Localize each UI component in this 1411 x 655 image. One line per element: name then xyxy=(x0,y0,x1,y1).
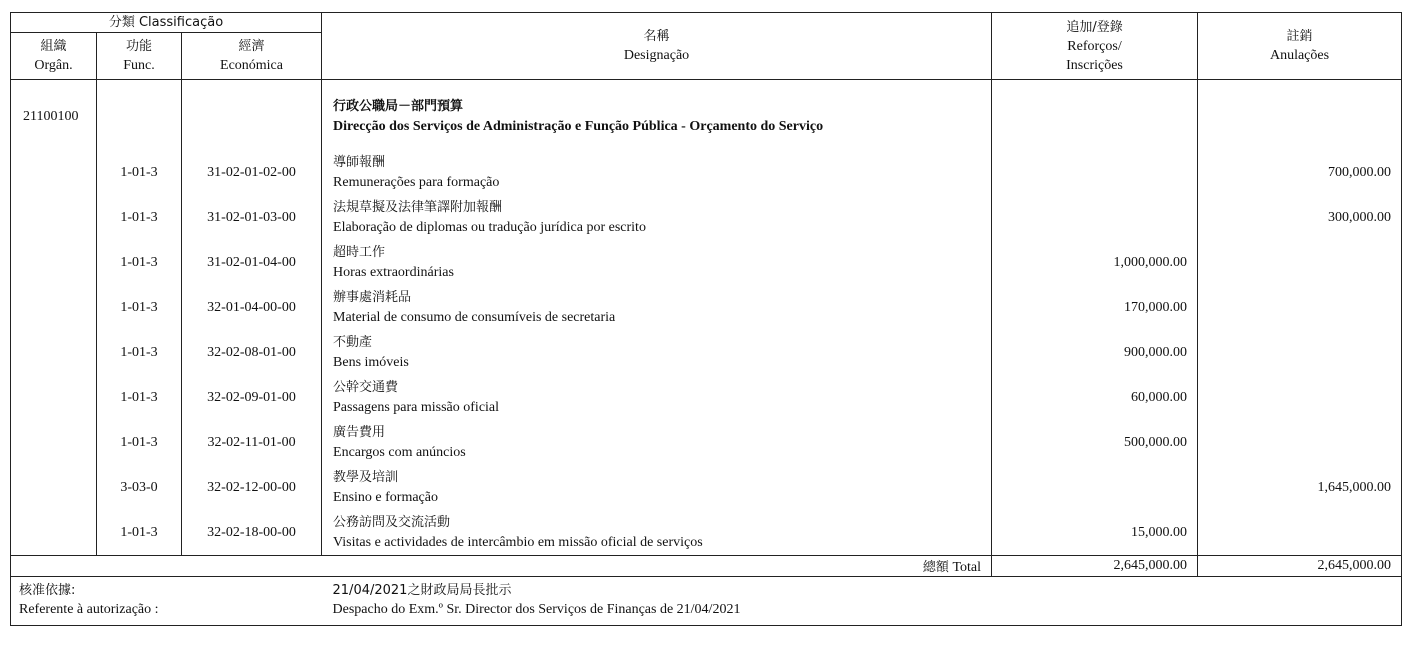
reinforce-amount: 1,000,000.00 xyxy=(992,240,1198,285)
econ-header-zh: 經濟 xyxy=(238,39,265,54)
total-label xyxy=(11,556,992,577)
func-header-zh: 功能 xyxy=(125,39,152,54)
org-cell xyxy=(11,420,97,465)
reinforce-header-pt2: Inscrições xyxy=(1066,57,1123,73)
func-code: 1-01-3 xyxy=(97,375,182,420)
item-name-pt: Encargos com anúncios xyxy=(333,444,466,460)
cancel-amount: 700,000.00 xyxy=(1198,150,1402,195)
cancel-header-zh: 註銷 xyxy=(1286,29,1313,44)
item-name-pt: Remunerações para formação xyxy=(333,174,500,190)
authorization-text-zh: 21/04/2021之財政局局長批示 xyxy=(332,583,512,598)
item-designation xyxy=(322,240,992,285)
table-row xyxy=(11,510,1402,556)
econ-code: 32-01-04-00-00 xyxy=(182,285,322,330)
reinforce-amount xyxy=(992,465,1198,510)
item-designation xyxy=(322,375,992,420)
item-name-pt: Elaboração de diplomas ou tradução jurídica por escrito xyxy=(333,219,646,235)
econ-code: 32-02-09-01-00 xyxy=(182,375,322,420)
total-label-zh: 總額 xyxy=(922,560,949,575)
reinforce-amount xyxy=(992,150,1198,195)
cancel-amount xyxy=(1198,285,1402,330)
authorization-text xyxy=(322,577,1402,626)
reinforce-amount: 500,000.00 xyxy=(992,420,1198,465)
func-code: 1-01-3 xyxy=(97,240,182,285)
total-label-pt: Total xyxy=(952,560,982,575)
table-row xyxy=(11,420,1402,465)
authorization-label-pt: Referente à autorização : xyxy=(19,602,159,617)
func-code: 1-01-3 xyxy=(97,330,182,375)
econ-code: 31-02-01-03-00 xyxy=(182,195,322,240)
item-name-zh: 超時工作 xyxy=(333,244,386,260)
table-row xyxy=(11,465,1402,510)
designation-header xyxy=(322,13,992,80)
org-cell xyxy=(11,510,97,556)
org-header-zh: 組織 xyxy=(40,39,67,54)
reinforce-header xyxy=(992,13,1198,80)
func-code: 1-01-3 xyxy=(97,510,182,556)
table-row xyxy=(11,195,1402,240)
item-name-zh: 公幹交通費 xyxy=(333,379,399,395)
department-row xyxy=(11,90,1402,144)
item-name-zh: 廣告費用 xyxy=(333,424,386,440)
org-cell xyxy=(11,285,97,330)
cancel-amount: 1,645,000.00 xyxy=(1198,465,1402,510)
func-code: 1-01-3 xyxy=(97,285,182,330)
item-name-zh: 教學及培訓 xyxy=(333,469,399,485)
org-cell xyxy=(11,240,97,285)
header-row-1 xyxy=(11,13,1402,33)
authorization-text-pt: Despacho do Exm.º Sr. Director dos Serviços de Finanças de 21/04/2021 xyxy=(332,602,741,617)
econ-code: 32-02-11-01-00 xyxy=(182,420,322,465)
econ-code: 32-02-08-01-00 xyxy=(182,330,322,375)
item-name-zh: 導師報酬 xyxy=(333,154,386,170)
spacer-row xyxy=(11,80,1402,91)
func-code: 1-01-3 xyxy=(97,195,182,240)
item-name-pt: Visitas e actividades de intercâmbio em missão oficial de serviços xyxy=(333,534,703,550)
cancel-amount xyxy=(1198,375,1402,420)
department-code: 21100100 xyxy=(11,90,97,144)
org-header xyxy=(11,33,97,80)
cancel-header-pt: Anulações xyxy=(1269,48,1330,63)
item-name-pt: Ensino e formação xyxy=(333,489,438,505)
authorization-row xyxy=(11,577,1402,626)
org-cell xyxy=(11,195,97,240)
department-name-zh: 行政公職局－部門預算 xyxy=(333,99,464,114)
budget-rows xyxy=(11,150,1402,556)
org-cell xyxy=(11,375,97,420)
item-name-zh: 不動產 xyxy=(333,334,373,350)
reinforce-amount: 900,000.00 xyxy=(992,330,1198,375)
table-row xyxy=(11,240,1402,285)
item-designation xyxy=(322,150,992,195)
total-cancel: 2,645,000.00 xyxy=(1198,556,1402,577)
cancel-amount: 300,000.00 xyxy=(1198,195,1402,240)
func-code: 1-01-3 xyxy=(97,150,182,195)
item-name-pt: Horas extraordinárias xyxy=(333,264,454,280)
item-designation xyxy=(322,285,992,330)
econ-header-pt: Económica xyxy=(220,58,283,73)
econ-code: 32-02-12-00-00 xyxy=(182,465,322,510)
econ-header xyxy=(182,33,322,80)
cancel-amount xyxy=(1198,420,1402,465)
econ-code: 32-02-18-00-00 xyxy=(182,510,322,556)
item-name-zh: 法規草擬及法律筆譯附加報酬 xyxy=(333,199,503,215)
total-reinforce: 2,645,000.00 xyxy=(992,556,1198,577)
item-name-zh: 辦事處消耗品 xyxy=(333,289,412,305)
designation-header-pt: Designação xyxy=(623,48,690,63)
item-name-zh: 公務訪問及交流活動 xyxy=(333,514,451,530)
org-cell xyxy=(11,150,97,195)
cancel-amount xyxy=(1198,510,1402,556)
table-row xyxy=(11,375,1402,420)
table-row xyxy=(11,285,1402,330)
department-name xyxy=(322,90,992,144)
item-designation xyxy=(322,420,992,465)
item-designation xyxy=(322,510,992,556)
org-header-pt: Orgân. xyxy=(34,58,73,73)
authorization-label xyxy=(11,577,322,626)
item-designation xyxy=(322,330,992,375)
func-header-pt: Func. xyxy=(123,58,155,73)
item-designation xyxy=(322,195,992,240)
reinforce-amount xyxy=(992,195,1198,240)
department-name-pt: Direcção dos Serviços de Administração e Função Pública - Orçamento do Serviço xyxy=(333,119,824,134)
item-name-pt: Material de consumo de consumíveis de secretaria xyxy=(333,309,616,325)
org-cell xyxy=(11,465,97,510)
econ-code: 31-02-01-02-00 xyxy=(182,150,322,195)
authorization-label-zh: 核准依據: xyxy=(19,583,76,598)
designation-header-zh: 名稱 xyxy=(643,29,670,44)
classification-header: 分類 Classificação xyxy=(11,13,322,33)
reinforce-header-zh: 追加/登錄 xyxy=(1066,19,1123,35)
item-name-pt: Bens imóveis xyxy=(333,354,409,370)
item-designation xyxy=(322,465,992,510)
reinforce-amount: 170,000.00 xyxy=(992,285,1198,330)
func-header xyxy=(97,33,182,80)
cancel-amount xyxy=(1198,330,1402,375)
table-row xyxy=(11,150,1402,195)
cancel-amount xyxy=(1198,240,1402,285)
reinforce-header-pt1: Reforços/ xyxy=(1067,38,1122,54)
func-code: 1-01-3 xyxy=(97,420,182,465)
total-row xyxy=(11,556,1402,577)
table-row xyxy=(11,330,1402,375)
item-name-pt: Passagens para missão oficial xyxy=(333,399,500,415)
func-code: 3-03-0 xyxy=(97,465,182,510)
econ-code: 31-02-01-04-00 xyxy=(182,240,322,285)
budget-table xyxy=(10,12,1402,626)
reinforce-amount: 60,000.00 xyxy=(992,375,1198,420)
reinforce-amount: 15,000.00 xyxy=(992,510,1198,556)
cancel-header xyxy=(1198,13,1402,80)
org-cell xyxy=(11,330,97,375)
